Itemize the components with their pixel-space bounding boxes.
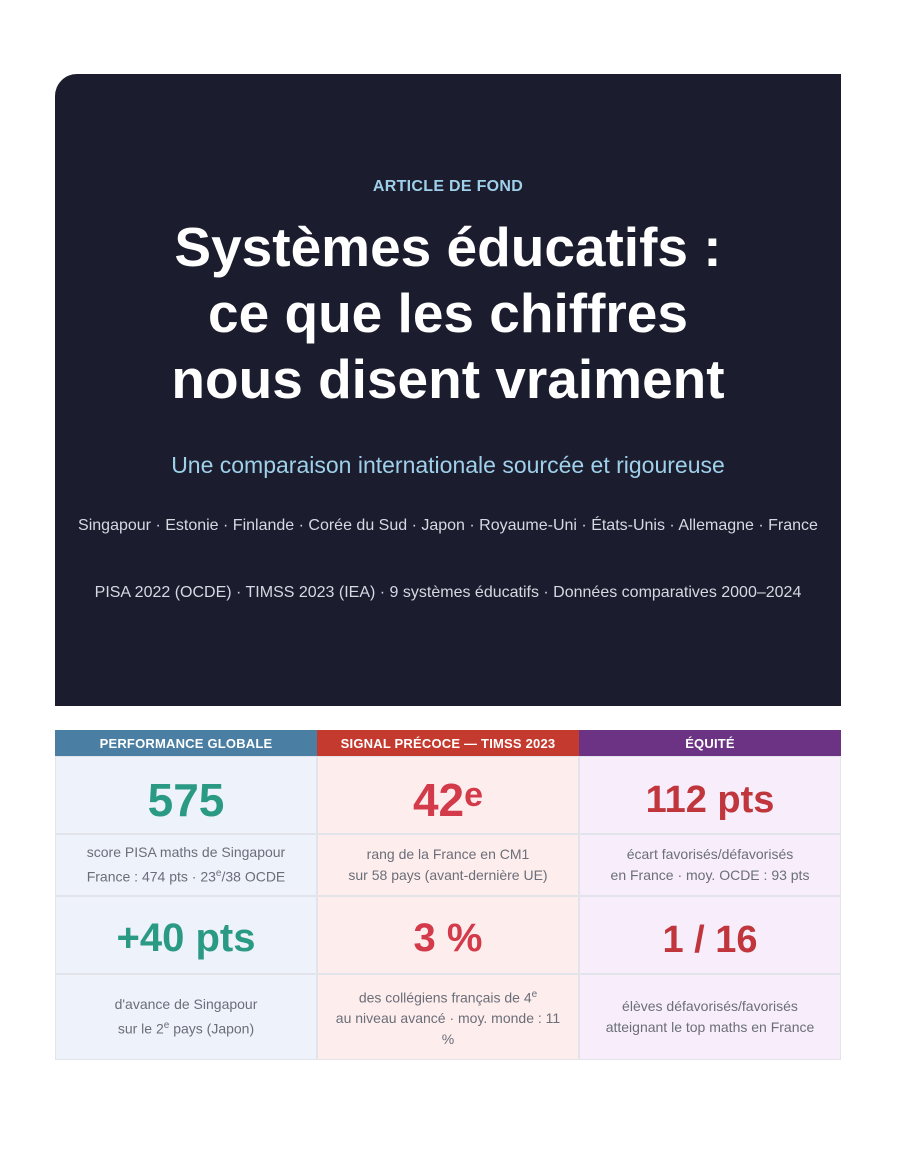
stat-value-cell: [55, 896, 317, 974]
desc-sup: e: [531, 988, 538, 1000]
desc-line: rang de la France en CM1: [366, 846, 530, 862]
stat-desc: [101, 994, 272, 1040]
countries-list: Singapour · Estonie · Finlande · Corée du Sud · Japon · Royaume-Uni · États-Unis · Allemagne · France: [78, 517, 818, 534]
stat-value-cell: [317, 756, 579, 834]
stat-desc-cell: [55, 974, 317, 1060]
desc-line-post: /38 OCDE: [221, 868, 286, 885]
stat-value-cell: [317, 896, 579, 974]
desc-line: d'avance de Singapour: [114, 996, 258, 1013]
title-line: Systèmes éducatifs :: [174, 216, 722, 278]
stat-value: 1 / 16: [662, 919, 758, 961]
stat-desc-cell: [55, 834, 317, 896]
stat-value-cell: [55, 756, 317, 834]
stat-value: [412, 767, 484, 826]
stat-desc: [334, 844, 561, 886]
desc-line: en France · moy. OCDE : 93 pts: [610, 867, 810, 883]
header-signal: SIGNAL PRÉCOCE — TIMSS 2023: [317, 730, 579, 756]
stat-desc-cell: [317, 834, 579, 896]
stat-value: 112 pts: [645, 779, 775, 821]
stat-value: 575: [147, 774, 225, 826]
stat-desc: [592, 996, 829, 1038]
stat-value-suffix: e: [464, 776, 484, 814]
desc-line: score PISA maths de Singapour: [86, 844, 286, 861]
stat-desc: [318, 984, 578, 1051]
stat-value-cell: [579, 756, 841, 834]
desc-line: élèves défavorisés/favorisés: [622, 998, 798, 1014]
stat-value-cell: [579, 896, 841, 974]
title-line: ce que les chiffres: [208, 282, 688, 344]
stats-grid: [55, 730, 841, 1060]
stat-desc-cell: [579, 834, 841, 896]
stat-desc: [73, 842, 300, 888]
desc-sup: e: [215, 868, 222, 880]
article-title: [55, 214, 841, 412]
desc-line: sur 58 pays (avant-dernière UE): [348, 867, 548, 883]
desc-line: écart favorisés/défavorisés: [626, 846, 794, 862]
header-equity: ÉQUITÉ: [579, 730, 841, 756]
desc-line: atteignant le top maths en France: [605, 1019, 815, 1035]
stat-desc-cell: [317, 974, 579, 1060]
desc-line-pre: sur le 2: [117, 1020, 164, 1037]
desc-sup: e: [163, 1020, 170, 1032]
desc-line-pre: des collégiens français de 4: [358, 989, 532, 1006]
stat-value-number: 42: [412, 774, 465, 826]
stat-desc-cell: [579, 974, 841, 1060]
hero-banner: [55, 74, 841, 706]
stat-value: +40 pts: [116, 916, 256, 960]
article-kicker: ARTICLE DE FOND: [372, 178, 524, 195]
desc-line-post: pays (Japon): [169, 1020, 255, 1037]
stat-value: 3 %: [413, 916, 483, 960]
header-performance: PERFORMANCE GLOBALE: [55, 730, 317, 756]
desc-line-pre: France : 474 pts · 23: [86, 868, 216, 885]
stat-desc: [597, 844, 824, 886]
desc-line: au niveau avancé · moy. monde : 11 %: [335, 1010, 561, 1048]
title-line: nous disent vraiment: [171, 348, 725, 410]
sources-line: PISA 2022 (OCDE) · TIMSS 2023 (IEA) · 9 systèmes éducatifs · Données comparatives 2000–2024: [94, 584, 802, 601]
article-subtitle: Une comparaison internationale sourcée et rigoureuse: [171, 452, 725, 478]
